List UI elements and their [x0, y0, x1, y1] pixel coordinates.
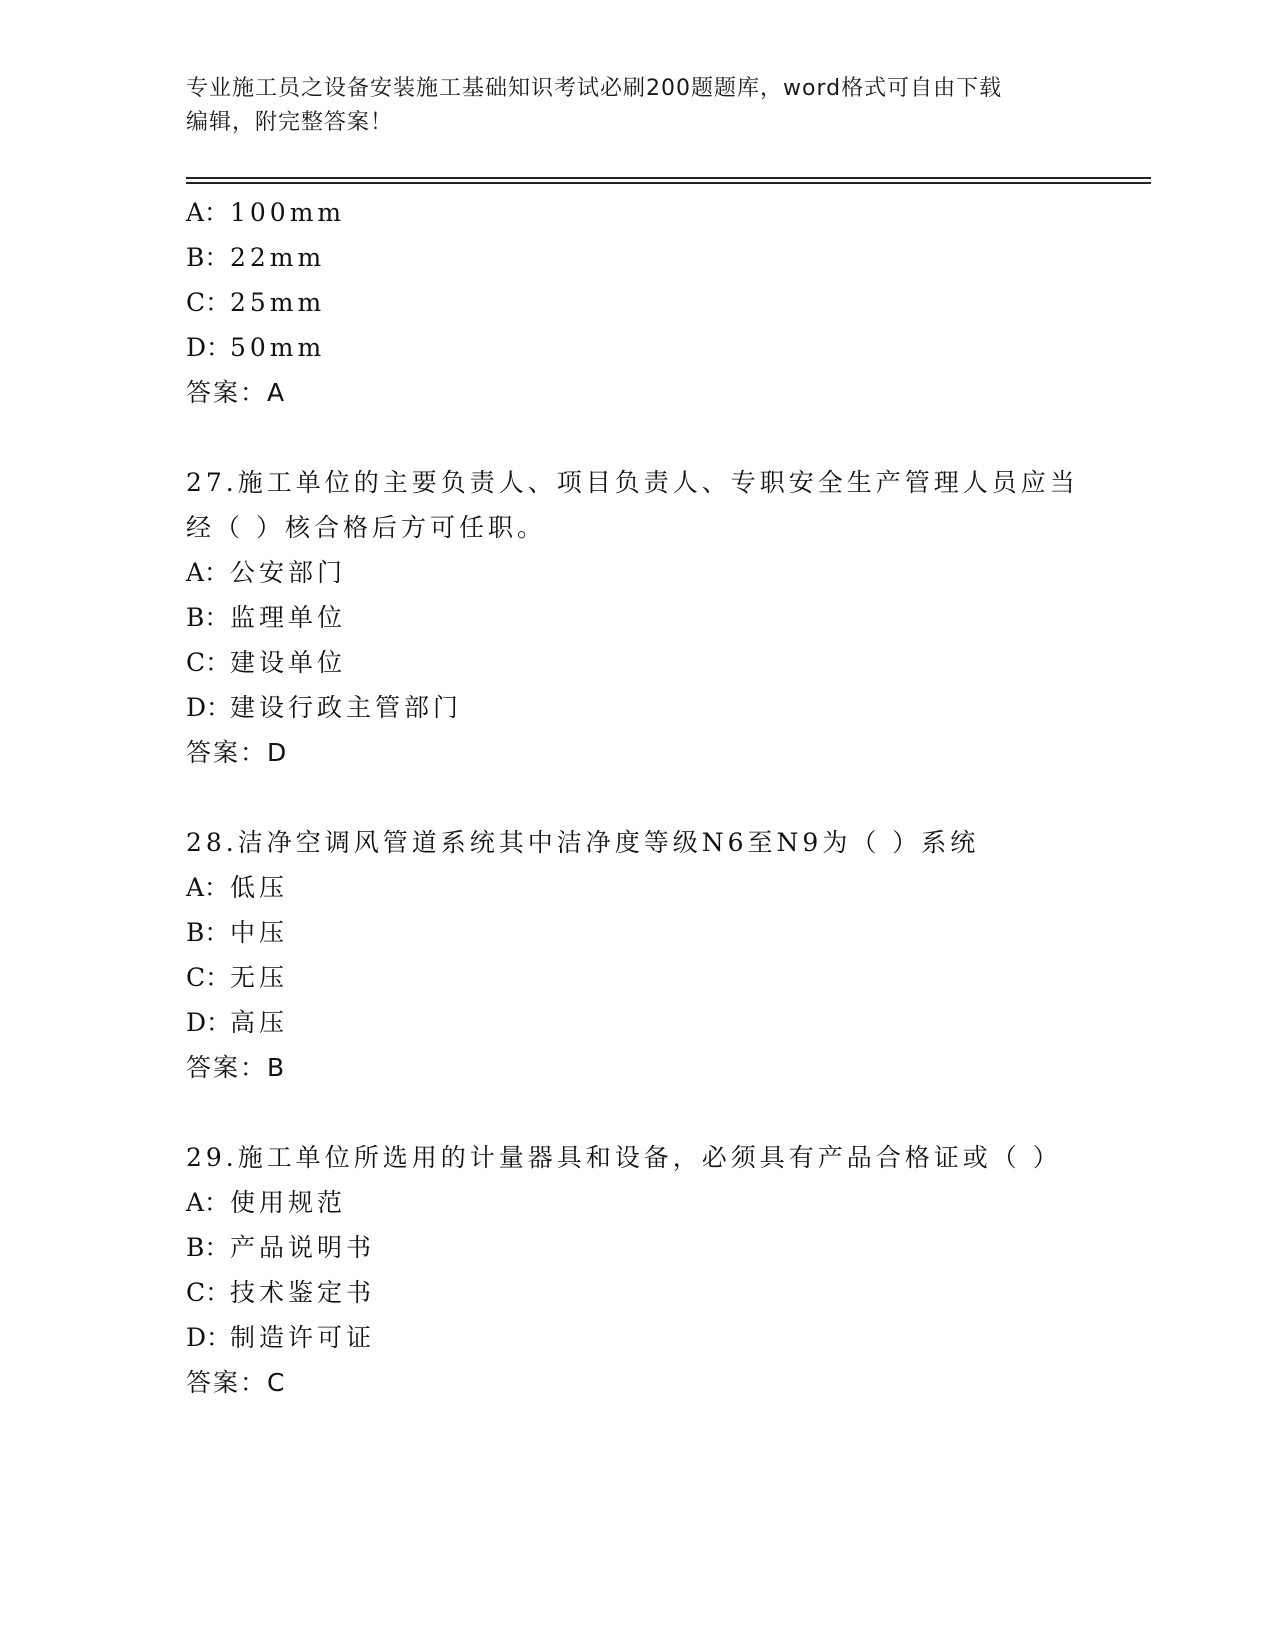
option-key: C： — [186, 648, 231, 677]
spacer — [186, 775, 1086, 820]
option-key: D： — [186, 1323, 232, 1352]
option-c — [186, 955, 1086, 1000]
question-27 — [186, 460, 1086, 775]
header-title-line-1: 专业施工员之设备安装施工基础知识考试必刷200题题库，word格式可自由下载 — [186, 76, 1003, 101]
option-key: A： — [186, 558, 230, 587]
option-text: 25mm — [230, 288, 326, 317]
option-key: B： — [186, 1233, 230, 1262]
spacer — [186, 415, 1086, 460]
question-list — [186, 190, 1086, 1405]
question-stem: 29.施工单位所选用的计量器具和设备，必须具有产品合格证或（ ） — [186, 1143, 1062, 1172]
option-text: 技术鉴定书 — [230, 1278, 376, 1307]
option-key: B： — [186, 918, 230, 947]
answer-line: 答案：A — [186, 378, 287, 407]
answer-line: 答案：C — [186, 1368, 287, 1397]
option-text: 建设行政主管部门 — [230, 693, 463, 722]
option-text: 22mm — [230, 243, 326, 272]
option-d — [186, 685, 1086, 730]
option-text: 监理单位 — [230, 603, 347, 632]
option-c — [186, 640, 1086, 685]
header-divider-top — [186, 177, 1151, 179]
option-text: 使用规范 — [230, 1188, 347, 1217]
option-text: 建设单位 — [230, 648, 347, 677]
spacer — [186, 1090, 1086, 1135]
option-text: 低压 — [230, 873, 289, 902]
option-text: 产品说明书 — [230, 1233, 376, 1262]
header-divider-bottom — [186, 182, 1151, 184]
option-c — [186, 280, 1086, 325]
option-a — [186, 1180, 1086, 1225]
option-d — [186, 1315, 1086, 1360]
option-key: D： — [186, 1008, 232, 1037]
document-header — [186, 72, 1066, 140]
option-key: D： — [186, 693, 232, 722]
option-b — [186, 910, 1086, 955]
option-d — [186, 325, 1086, 370]
option-key: C： — [186, 288, 231, 317]
option-text: 无压 — [230, 963, 289, 992]
answer-line: 答案：B — [186, 1053, 287, 1082]
option-key: A： — [186, 198, 230, 227]
question-stem: 27.施工单位的主要负责人、项目负责人、专职安全生产管理人员应当经（ ）核合格后方可任职。 — [186, 468, 1079, 542]
option-key: C： — [186, 963, 231, 992]
option-text: 50mm — [230, 333, 326, 362]
option-a — [186, 865, 1086, 910]
option-text: 制造许可证 — [230, 1323, 376, 1352]
header-title-line-2: 编辑，附完整答案！ — [186, 110, 394, 135]
option-text: 公安部门 — [230, 558, 347, 587]
option-text: 中压 — [230, 918, 289, 947]
question-stem: 28.洁净空调风管道系统其中洁净度等级N6至N9为（ ）系统 — [186, 828, 980, 857]
option-text: 高压 — [230, 1008, 289, 1037]
option-a — [186, 550, 1086, 595]
option-d — [186, 1000, 1086, 1045]
option-key: C： — [186, 1278, 231, 1307]
option-c — [186, 1270, 1086, 1315]
option-b — [186, 1225, 1086, 1270]
question-29 — [186, 1135, 1086, 1405]
option-key: B： — [186, 243, 230, 272]
option-key: A： — [186, 1188, 230, 1217]
question-28 — [186, 820, 1086, 1090]
answer-line: 答案：D — [186, 738, 289, 767]
option-text: 100mm — [230, 198, 346, 227]
option-a — [186, 190, 1086, 235]
question-26 — [186, 190, 1086, 415]
option-b — [186, 595, 1086, 640]
option-key: D： — [186, 333, 232, 362]
option-key: B： — [186, 603, 230, 632]
option-key: A： — [186, 873, 230, 902]
option-b — [186, 235, 1086, 280]
